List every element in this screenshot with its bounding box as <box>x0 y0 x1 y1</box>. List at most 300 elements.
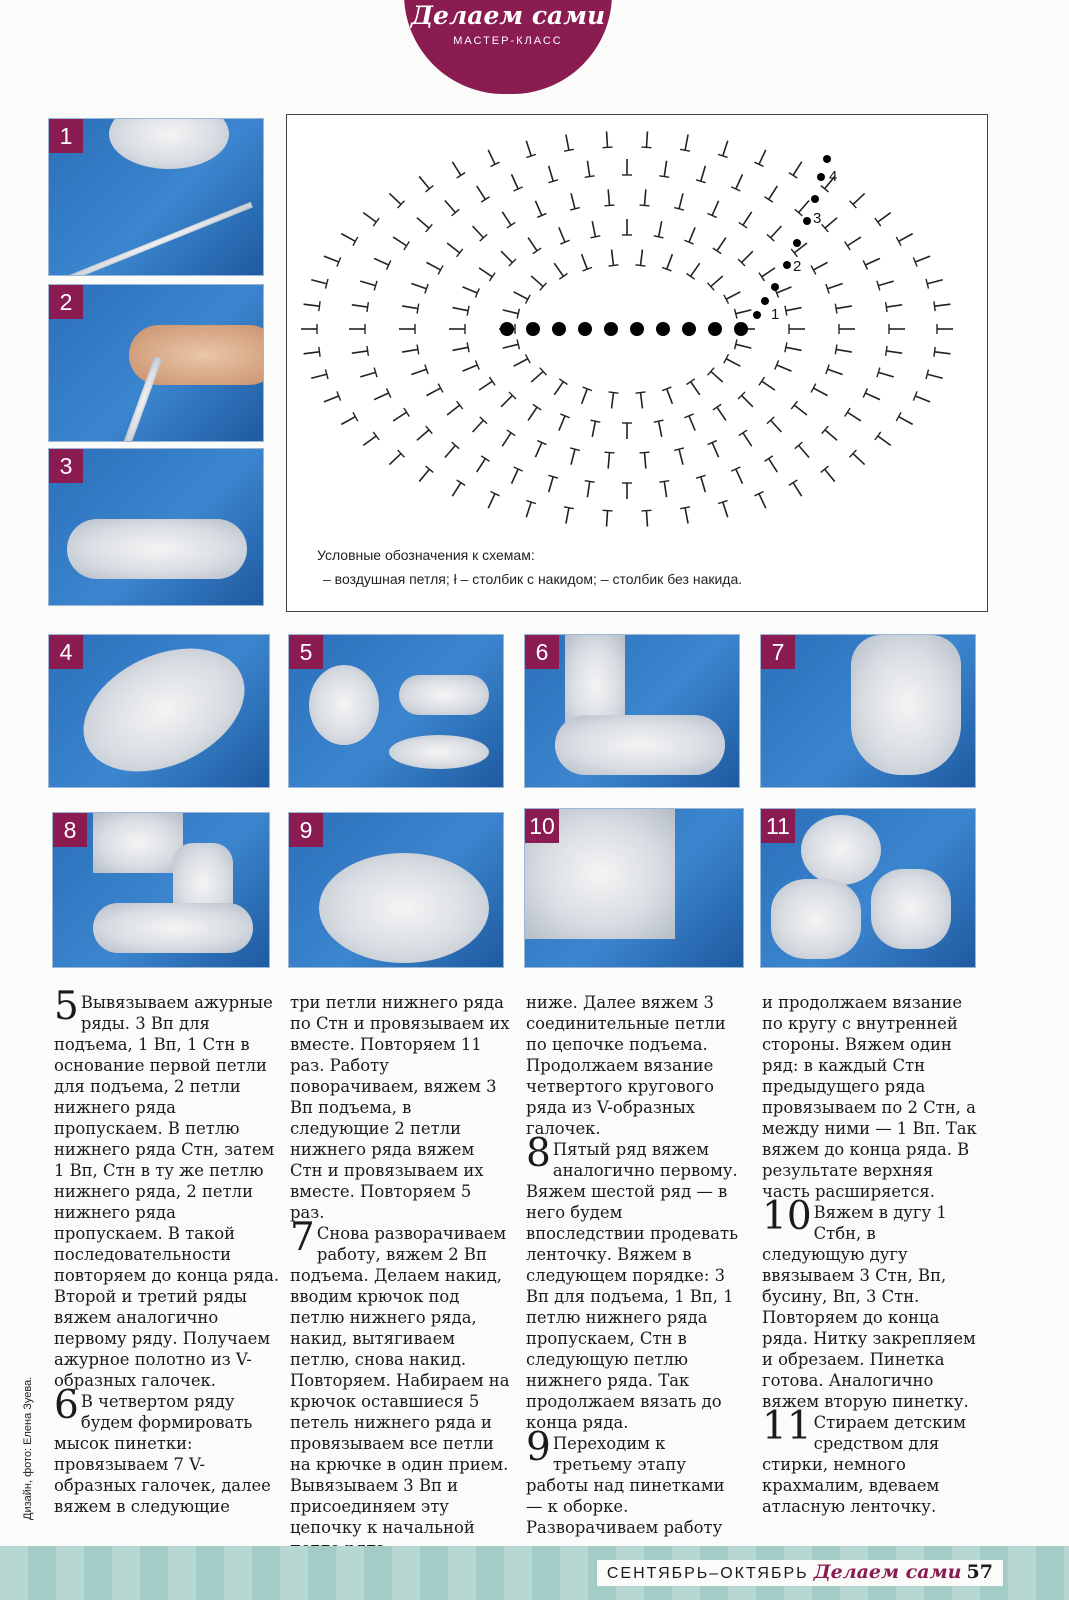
stitch-symbol <box>363 436 376 445</box>
stitch-symbol <box>641 250 643 266</box>
stitch-crossbar <box>886 346 887 356</box>
stitch-symbol <box>711 371 723 382</box>
stitch-symbol <box>571 193 575 209</box>
stitch-symbol <box>608 189 609 205</box>
stitch-symbol <box>762 381 775 390</box>
stitch-symbol <box>736 310 752 314</box>
stitch-symbol <box>419 176 429 188</box>
stitch-symbol <box>447 243 460 253</box>
stitch-crossbar <box>490 273 496 281</box>
stitch-symbol <box>836 349 852 352</box>
stitch-crossbar <box>585 481 595 482</box>
stitch-symbol <box>878 436 891 445</box>
stitch-crossbar <box>417 344 419 354</box>
stitch-crossbar <box>640 205 650 206</box>
stitch-crossbar <box>636 265 646 266</box>
stitch-crossbar <box>886 302 887 312</box>
stitch-symbol <box>554 382 563 395</box>
stitch-symbol <box>587 161 589 177</box>
stitch-crossbar <box>789 173 797 178</box>
text-column-2 <box>290 992 510 1580</box>
stitch-crossbar <box>680 507 690 509</box>
stitch-symbol <box>528 238 537 251</box>
stitch-symbol <box>612 393 614 409</box>
paragraph-text: Вяжем в дугу 1 Стбн, в следующую дугу ввязываем 3 Стн, Вп, бусину, Вп, 3 Стн. Повторяем до конца ряда. Нитку закрепляем и обрезаем. Пинетка готова. Аналогично вяжем вторую пинетку. <box>762 1203 976 1411</box>
stitch-symbol <box>514 359 528 366</box>
stitch-symbol <box>717 238 726 251</box>
stitch-crossbar <box>875 218 881 226</box>
stitch-symbol <box>679 193 683 209</box>
stitch-symbol <box>452 162 461 176</box>
paragraph <box>526 992 746 1139</box>
stitch-crossbar <box>896 412 901 421</box>
stitch-crossbar <box>507 430 515 435</box>
stitch-crossbar <box>603 510 613 511</box>
stitch-symbol <box>526 502 531 517</box>
stitch-symbol <box>786 347 802 350</box>
stitch-symbol <box>786 308 802 311</box>
stitch-symbol <box>473 226 484 238</box>
stitch-symbol <box>828 284 843 289</box>
stitch-symbol <box>393 237 406 246</box>
stitch-symbol <box>717 407 726 420</box>
stitch-crossbar <box>934 347 935 357</box>
stitch-symbol <box>528 407 537 420</box>
stitch-symbol <box>389 193 401 204</box>
stitch-crossbar <box>319 347 320 357</box>
paragraph-text: Вывязываем ажурные ряды. 3 Вп для подъема, 1 Вп, 1 Стн в основание первой петли для подъема, 2 петли нижнего ряда пропускаем. В петлю нижнего ряда Стн, затем 1 Вп, Стн в ту же петлю нижнего ряда, 2 петли нижнего ряда пропускаем. В такой последовательности повторяем до конца ряда. Второй и третий ряды вяжем аналогично первому ряду. Получаем ажурное полотно из V-образных галочек. <box>54 993 280 1390</box>
stitch-crossbar <box>609 265 619 266</box>
stitch-symbol <box>762 268 775 277</box>
turning-chain-dot <box>811 195 819 203</box>
step-number-6: 6 <box>525 635 559 669</box>
stitch-crossbar <box>481 197 489 202</box>
stitch-symbol <box>646 131 647 147</box>
stitch-symbol <box>935 352 951 354</box>
stitch-crossbar <box>785 306 787 316</box>
stitch-symbol <box>689 227 695 242</box>
stitch-crossbar <box>353 412 358 421</box>
stitch-symbol <box>743 433 752 446</box>
stitch-symbol <box>503 344 519 348</box>
stitch-crossbar <box>404 242 409 250</box>
stitch-symbol <box>402 349 418 352</box>
turning-chain-dot <box>753 311 761 319</box>
paragraph-text: ниже. Далее вяжем 3 соединительные петли по цепочке подъема. Продолжаем вязание четвертого кругового ряда из V-образных галочек. <box>526 993 726 1138</box>
step-number-10: 10 <box>525 809 559 843</box>
chain-stitch-dot <box>500 322 514 336</box>
paragraph <box>54 1383 280 1517</box>
stitch-symbol <box>501 395 512 406</box>
stitch-symbol <box>742 251 753 262</box>
stitch-crossbar <box>319 301 320 311</box>
step-number-2: 2 <box>49 285 83 319</box>
stitch-crossbar <box>367 346 368 356</box>
stitch-crossbar <box>791 401 797 409</box>
stitch-symbol <box>304 352 320 354</box>
step-number-7: 7 <box>761 635 795 669</box>
stitch-symbol <box>531 371 543 382</box>
stitch-symbol <box>592 221 595 237</box>
paragraph <box>526 1425 746 1538</box>
stitch-crossbar <box>590 236 600 238</box>
stitch-symbol <box>488 494 495 508</box>
stitch-symbol <box>726 359 740 366</box>
paragraph <box>290 992 510 1223</box>
stitch-symbol <box>771 420 782 432</box>
turning-chain-dot <box>817 173 825 181</box>
stitch-crossbar <box>417 304 419 314</box>
stitch-symbol <box>426 262 440 270</box>
step-number: 7 <box>290 1215 315 1260</box>
stitch-symbol <box>689 416 695 431</box>
step-number-4: 4 <box>49 635 83 669</box>
stitch-crossbar <box>654 420 664 422</box>
stitch-crossbar <box>845 242 850 250</box>
text-column-3 <box>526 992 746 1538</box>
stitch-symbol <box>352 351 368 353</box>
step-number: 11 <box>762 1404 812 1449</box>
photo-step-9 <box>288 812 504 968</box>
stitch-symbol <box>742 395 753 406</box>
stitch-symbol <box>736 174 743 189</box>
stitch-symbol <box>479 381 492 390</box>
stitch-crossbar <box>739 430 747 435</box>
stitch-symbol <box>374 393 389 400</box>
stitch-symbol <box>473 420 484 432</box>
stitch-symbol <box>813 262 827 270</box>
stitch-symbol <box>736 469 743 484</box>
text-column-1 <box>54 984 280 1517</box>
stitch-symbol <box>777 365 792 371</box>
stitch-symbol <box>502 433 511 446</box>
stitch-symbol <box>311 280 326 284</box>
stitch-symbol <box>607 131 608 147</box>
chain-stitch-dot <box>552 322 566 336</box>
stitch-symbol <box>549 166 554 181</box>
badge-title: Делаем сами <box>410 1 606 30</box>
stitch-symbol <box>645 453 646 469</box>
photo-step-2 <box>48 284 264 442</box>
paragraph-text: Пятый ряд вяжем аналогично первому. Вяжем шестой ряд — в него будем впоследствии продевать ленточку. Вяжем в следующем порядке: 3 Вп для подъема, 1 Вп, 1 петлю нижнего ряда пропускаем, Стн в следующую петлю нижнего ряда. Так продолжаем вязать до конца ряда. <box>526 1140 739 1432</box>
stitch-crossbar <box>457 173 465 178</box>
stitch-crossbar <box>659 481 669 482</box>
crochet-diagram <box>286 114 988 612</box>
stitch-symbol <box>452 483 461 497</box>
magazine-badge <box>404 0 612 94</box>
stitch-symbol <box>463 287 478 293</box>
stitch-symbol <box>566 508 569 524</box>
stitch-crossbar <box>713 248 721 254</box>
stitch-symbol <box>341 417 355 425</box>
text-column-4 <box>762 992 978 1517</box>
turning-chain-dot <box>823 155 831 163</box>
stitch-symbol <box>419 469 429 481</box>
stitch-symbol <box>324 256 339 262</box>
stitch-symbol <box>363 213 376 222</box>
photo-step-11 <box>760 808 976 968</box>
stitch-symbol <box>847 237 860 246</box>
stitch-symbol <box>559 227 565 242</box>
stitch-crossbar <box>654 236 664 238</box>
stitch-crossbar <box>764 456 772 461</box>
stitch-crossbar <box>481 456 489 461</box>
stitch-symbol <box>501 251 512 262</box>
chain-stitch-dot <box>630 322 644 336</box>
stitch-crossbar <box>739 222 747 227</box>
photo-credit: Дизайн, фото: Елена Зуева. <box>22 1376 34 1520</box>
stitch-symbol <box>659 421 662 437</box>
stitch-symbol <box>701 166 706 181</box>
paragraph <box>290 1215 510 1580</box>
stitch-symbol <box>899 417 913 425</box>
stitch-crossbar <box>559 273 567 279</box>
stitch-crossbar <box>467 306 469 316</box>
stitch-symbol <box>566 135 569 151</box>
paragraph <box>526 1131 746 1433</box>
paragraph <box>762 992 978 1202</box>
stitch-symbol <box>886 305 902 307</box>
stitch-symbol <box>935 304 951 306</box>
stitch-symbol <box>411 284 426 289</box>
page-number: 57 <box>966 1561 993 1583</box>
stitch-symbol <box>445 445 455 457</box>
stitch-crossbar <box>785 342 787 352</box>
stitch-crossbar <box>457 249 463 257</box>
page-footer <box>0 1546 1069 1600</box>
stitch-symbol <box>452 347 468 350</box>
stitch-symbol <box>813 388 827 396</box>
stitch-symbol <box>691 263 700 276</box>
stitch-crossbar <box>845 408 850 416</box>
stitch-symbol <box>417 218 429 228</box>
legend-title: Условные обозначения к схемам: <box>317 547 535 563</box>
stitch-symbol <box>878 213 891 222</box>
stitch-symbol <box>646 511 647 527</box>
stitch-symbol <box>886 351 902 353</box>
stitch-symbol <box>549 477 554 492</box>
stitch-symbol <box>701 477 706 492</box>
stitch-crossbar <box>835 344 837 354</box>
stitch-symbol <box>514 292 528 299</box>
stitch-symbol <box>664 481 666 497</box>
stitch-crossbar <box>791 249 797 257</box>
stitch-symbol <box>402 306 418 309</box>
chain-stitch-dot <box>656 322 670 336</box>
row-label: 2 <box>793 258 802 275</box>
stitch-crossbar <box>507 222 515 227</box>
stitch-symbol <box>865 393 880 400</box>
paragraph <box>762 1194 978 1412</box>
step-number-8: 8 <box>53 813 87 847</box>
stitch-symbol <box>645 189 646 205</box>
turning-chain-dot <box>783 261 791 269</box>
stitch-crossbar <box>605 205 615 206</box>
stitch-crossbar <box>367 302 368 312</box>
stitch-symbol <box>488 150 495 164</box>
stitch-symbol <box>799 445 809 457</box>
stitch-symbol <box>847 412 860 421</box>
stitch-symbol <box>571 449 575 465</box>
stitch-symbol <box>865 258 880 265</box>
step-number-11: 11 <box>761 809 795 843</box>
stitch-crossbar <box>564 507 574 509</box>
chain-stitch-dot <box>734 322 748 336</box>
stitch-symbol <box>608 453 609 469</box>
stitch-symbol <box>927 280 942 284</box>
stitch-symbol <box>417 430 429 440</box>
turning-chain-dot <box>761 297 769 305</box>
stitch-crossbar <box>457 480 465 485</box>
stitch-symbol <box>502 212 511 225</box>
stitch-symbol <box>685 135 688 151</box>
stitch-crossbar <box>373 432 379 440</box>
turning-chain-dot <box>803 217 811 225</box>
paragraph <box>54 984 280 1391</box>
row-label: 4 <box>829 168 838 185</box>
stitch-symbol <box>667 254 673 269</box>
stitch-symbol <box>726 292 740 299</box>
stitch-symbol <box>711 276 723 287</box>
stitch-symbol <box>531 276 543 287</box>
stitch-symbol <box>393 412 406 421</box>
stitch-crossbar <box>353 237 358 246</box>
stitch-symbol <box>712 443 718 458</box>
stitch-crossbar <box>373 218 379 226</box>
stitch-symbol <box>723 502 728 517</box>
stitch-crossbar <box>609 392 619 393</box>
footer-month: СЕНТЯБРЬ–ОКТЯБРЬ <box>606 1565 809 1582</box>
step-number: 8 <box>526 1131 551 1176</box>
stitch-symbol <box>304 304 320 306</box>
step-number-9: 9 <box>289 813 323 847</box>
stitch-symbol <box>582 389 588 404</box>
step-number-3: 3 <box>49 449 83 483</box>
stitch-symbol <box>836 306 852 309</box>
stitch-symbol <box>526 141 531 156</box>
stitch-symbol <box>479 268 492 277</box>
stitch-symbol <box>759 150 766 164</box>
stitch-crossbar <box>687 273 695 279</box>
step-number: 10 <box>762 1194 812 1239</box>
stitch-crossbar <box>680 149 690 151</box>
stitch-symbol <box>360 281 375 286</box>
stitch-crossbar <box>564 149 574 151</box>
stitch-crossbar <box>533 248 541 254</box>
stitch-symbol <box>685 508 688 524</box>
stitch-symbol <box>743 212 752 225</box>
footer-label <box>597 1560 1003 1586</box>
stitch-symbol <box>311 374 326 378</box>
stitch-symbol <box>512 174 519 189</box>
stitch-symbol <box>360 372 375 377</box>
stitch-symbol <box>659 221 662 237</box>
stitch-symbol <box>769 459 778 472</box>
stitch-symbol <box>554 263 563 276</box>
stitch-symbol <box>853 454 865 465</box>
photo-step-5 <box>288 634 504 788</box>
stitch-symbol <box>769 186 778 199</box>
paragraph-text: три петли нижнего ряда по Стн и провязываем их вместе. Повторяем 11 раз. Работу поворачиваем, вяжем 3 Вп подъема, в следующие 2 петли нижнего ряда вяжем Стн и провязываем их вместе. Повторяем 5 раз. <box>290 993 510 1222</box>
stitch-symbol <box>878 372 893 377</box>
chain-stitch-dot <box>526 322 540 336</box>
stitch-crossbar <box>559 379 567 385</box>
stitch-symbol <box>691 382 700 395</box>
stitch-crossbar <box>713 404 721 410</box>
stitch-crossbar <box>585 176 595 177</box>
stitch-crossbar <box>457 401 463 409</box>
stitch-crossbar <box>605 452 615 453</box>
photo-step-4 <box>48 634 270 788</box>
stitch-symbol <box>664 161 666 177</box>
turning-chain-dot <box>771 283 779 291</box>
stitch-crossbar <box>636 392 646 393</box>
stitch-symbol <box>445 201 455 213</box>
stitch-symbol <box>736 344 752 348</box>
stitch-symbol <box>825 218 837 228</box>
stitch-symbol <box>825 469 835 481</box>
stitch-symbol <box>324 396 339 402</box>
stitch-crossbar <box>404 408 409 416</box>
step-number: 9 <box>526 1425 551 1470</box>
paragraph-text: Стираем детским средством для стирки, немного крахмалим, вдеваем атласную ленточку. <box>762 1413 967 1516</box>
stitch-symbol <box>463 365 478 371</box>
stitch-symbol <box>828 369 843 374</box>
stitch-symbol <box>771 226 782 238</box>
stitch-symbol <box>679 449 683 465</box>
stitch-crossbar <box>490 377 496 385</box>
stitch-crossbar <box>590 420 600 422</box>
diagram-chart <box>287 115 987 611</box>
stitch-symbol <box>341 234 355 242</box>
stitch-symbol <box>612 250 614 266</box>
stitch-symbol <box>411 369 426 374</box>
footer-magazine: Делаем сами <box>813 1561 962 1583</box>
stitch-symbol <box>607 511 608 527</box>
stitch-symbol <box>592 421 595 437</box>
stitch-crossbar <box>533 404 541 410</box>
stitch-symbol <box>853 193 865 204</box>
stitch-symbol <box>759 494 766 508</box>
stitch-symbol <box>582 254 588 269</box>
stitch-crossbar <box>764 197 772 202</box>
stitch-symbol <box>723 141 728 156</box>
stitch-symbol <box>559 416 565 431</box>
stitch-crossbar <box>759 377 765 385</box>
stitch-symbol <box>535 443 541 458</box>
chain-stitch-dot <box>708 322 722 336</box>
row-label: 1 <box>771 306 780 323</box>
stitch-symbol <box>426 388 440 396</box>
chain-stitch-dot <box>578 322 592 336</box>
stitch-crossbar <box>687 379 695 385</box>
photo-step-3 <box>48 448 264 606</box>
stitch-crossbar <box>875 432 881 440</box>
stitch-crossbar <box>896 237 901 246</box>
step-number-5: 5 <box>289 635 323 669</box>
step-number-1: 1 <box>49 119 83 153</box>
legend-text: – воздушная петля; ł – столбик с накидом; – столбик без накида. <box>323 571 743 587</box>
stitch-symbol <box>477 459 486 472</box>
stitch-symbol <box>915 256 930 262</box>
photo-step-6 <box>524 634 740 788</box>
turning-chain-dot <box>793 239 801 247</box>
badge-subtitle: МАСТЕР-КЛАСС <box>453 35 563 47</box>
paragraph-text: и продолжаем вязание по кругу с внутренней стороны. Вяжем один ряд: в каждый Стн предыдущего ряда провязываем по 2 Стн, а между ними — 1 Вп. Так вяжем до конца ряда. В результате верхняя часть расширяется. <box>762 993 977 1201</box>
photo-step-1 <box>48 118 264 276</box>
stitch-symbol <box>793 483 802 497</box>
stitch-symbol <box>793 162 802 176</box>
